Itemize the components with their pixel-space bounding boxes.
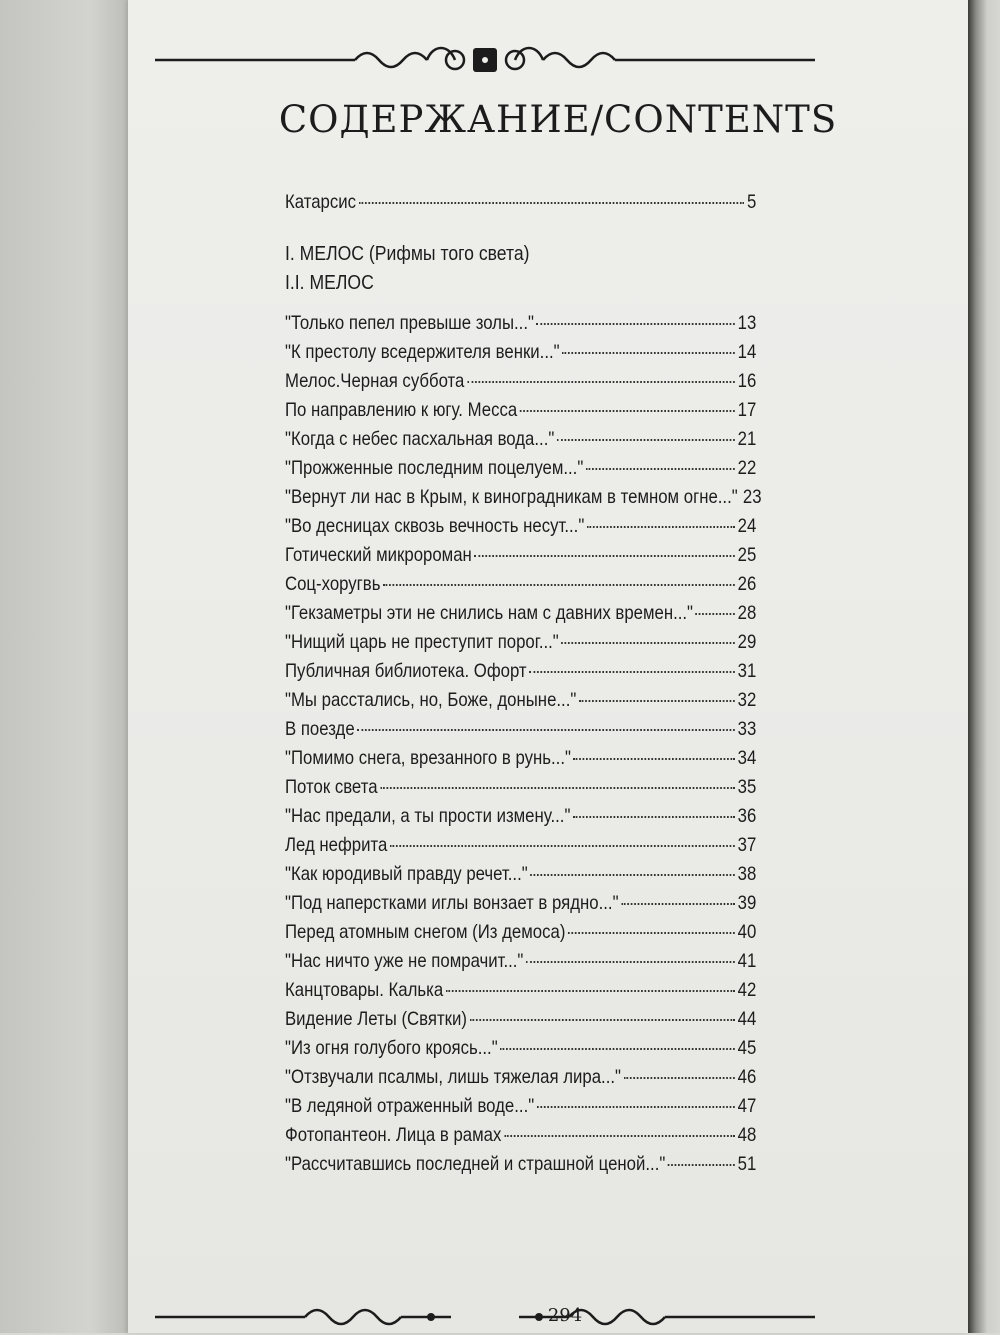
toc-entry-page: 17	[737, 399, 757, 421]
toc-entry	[285, 516, 756, 537]
toc-entry-page: 39	[737, 892, 757, 914]
toc-entry-page: 28	[737, 602, 757, 624]
toc-entry	[285, 835, 756, 856]
toc-entry-title: Видение Леты (Святки)	[285, 1008, 467, 1030]
book-spine	[968, 0, 1000, 1333]
page-title: СОДЕРЖАНИЕ/CONTENTS	[278, 98, 838, 141]
leader-dots	[537, 323, 735, 325]
toc-entry	[285, 661, 756, 682]
toc-entry-page: 51	[737, 1153, 757, 1175]
bottom-ornament	[155, 1295, 815, 1335]
toc-entry	[285, 458, 756, 479]
toc-entry-page: 5	[746, 191, 757, 213]
toc-entry	[285, 1154, 756, 1175]
toc-entry	[285, 864, 756, 885]
toc-entry-page: 34	[737, 747, 757, 769]
toc-entry-title: "Когда с небес пасхальная вода..."	[285, 428, 555, 450]
toc-entry-title: Соц-хоругвь	[285, 573, 381, 595]
leader-dots	[696, 613, 735, 615]
toc-entry-page: 13	[737, 312, 757, 334]
page-number: 294	[547, 1305, 583, 1326]
toc-entry-title: "Только пепел превыше золы..."	[285, 312, 534, 334]
leader-dots	[474, 555, 735, 557]
leader-dots	[573, 816, 735, 818]
leader-dots	[586, 468, 735, 470]
toc-entry-title: "Вернут ли нас в Крым, к виноградникам в темном огне..."	[285, 486, 738, 508]
toc-entry-title: "Из огня голубого кроясь..."	[285, 1037, 498, 1059]
toc-entry-page: 32	[737, 689, 757, 711]
toc-entry	[285, 1096, 756, 1117]
leader-dots	[537, 1106, 735, 1108]
toc-entry-title: Перед атомным снегом (Из демоса)	[285, 921, 566, 943]
toc-entry-page: 33	[737, 718, 757, 740]
toc-entry-title: "Помимо снега, врезанного в рунь..."	[285, 747, 571, 769]
leader-dots	[357, 729, 735, 731]
toc-entry	[285, 893, 756, 914]
toc-entry-page: 46	[737, 1066, 757, 1088]
toc-entry-title: "Как юродивый правду речет..."	[285, 863, 528, 885]
toc-entry-page: 41	[737, 950, 757, 972]
toc-entry	[285, 603, 756, 624]
leader-dots	[562, 352, 735, 354]
toc-entry-page: 37	[737, 834, 757, 856]
toc-entry-title: "Рассчитавшись последней и страшной ценой..."	[285, 1153, 666, 1175]
leader-dots	[561, 642, 735, 644]
toc-entry-title: Поток света	[285, 776, 378, 798]
toc-entry-page: 16	[737, 370, 757, 392]
toc-entry-title: В поезде	[285, 718, 355, 740]
toc-entry-title: Канцтовары. Калька	[285, 979, 444, 1001]
leader-dots	[579, 700, 735, 702]
toc-entry-page: 48	[737, 1124, 757, 1146]
leader-dots	[390, 845, 735, 847]
toc-entry-title: "В ледяной отраженный воде..."	[285, 1095, 535, 1117]
leader-dots	[529, 671, 735, 673]
toc-entry-title: "Нас предали, а ты прости измену..."	[285, 805, 571, 827]
toc-entry-page: 25	[737, 544, 757, 566]
toc-entry	[285, 371, 756, 392]
toc-entry-page: 40	[737, 921, 757, 943]
toc-entry-title: Фотопантеон. Лица в рамах	[285, 1124, 502, 1146]
toc-entry	[285, 632, 756, 653]
leader-dots	[446, 990, 735, 992]
toc-entry	[285, 690, 756, 711]
leader-dots	[621, 903, 735, 905]
leader-dots	[383, 584, 735, 586]
toc-entry-page: 14	[737, 341, 757, 363]
toc-entry	[285, 922, 756, 943]
leader-dots	[359, 202, 745, 204]
leader-dots	[574, 758, 736, 760]
toc-entry	[285, 545, 756, 566]
toc-entry	[285, 1038, 756, 1059]
toc-entry	[285, 429, 756, 450]
toc-entry-title: "Прожженные последним поцелуем..."	[285, 457, 584, 479]
toc-entry-page: 29	[737, 631, 757, 653]
toc-entry	[285, 1009, 756, 1030]
leader-dots	[568, 932, 735, 934]
toc-entry-page: 21	[737, 428, 757, 450]
leader-dots	[530, 874, 735, 876]
toc-entry	[285, 342, 756, 363]
toc-entry-page: 47	[737, 1095, 757, 1117]
toc-entry-title: Катарсис	[285, 191, 357, 213]
toc-entry	[285, 574, 756, 595]
toc-entry	[285, 777, 756, 798]
toc-entry-page: 31	[737, 660, 757, 682]
toc-entry-page: 36	[737, 805, 757, 827]
leader-dots	[668, 1164, 735, 1166]
toc-entry-title: "Нищий царь не преступит порог..."	[285, 631, 559, 653]
leader-dots	[624, 1077, 735, 1079]
toc-entry	[285, 748, 756, 769]
toc-entry-title: Мелос.Черная суббота	[285, 370, 465, 392]
toc-entry-page: 22	[737, 457, 757, 479]
leader-dots	[504, 1135, 735, 1137]
leader-dots	[467, 381, 735, 383]
section-heading: I. МЕЛОС (Рифмы того света)	[285, 243, 530, 265]
toc-entry	[285, 486, 762, 508]
leader-dots	[526, 961, 735, 963]
toc-entry-title: "К престолу вседержителя венки..."	[285, 341, 560, 363]
toc-entry-title: "Отзвучали псалмы, лишь тяжелая лира..."	[285, 1066, 621, 1088]
toc-entry	[285, 1067, 756, 1088]
toc-entry-title: "Нас ничто уже не помрачит..."	[285, 950, 524, 972]
toc-entry-page: 24	[737, 515, 757, 537]
toc-entry-page: 42	[737, 979, 757, 1001]
toc-entry	[285, 806, 756, 827]
toc-entry-page: 23	[742, 486, 762, 508]
toc-entry-title: "Гекзаметры эти не снились нам с давних времен..."	[285, 602, 694, 624]
leader-dots	[469, 1019, 735, 1021]
toc-entry-intro	[285, 192, 756, 213]
toc-entry-page: 38	[737, 863, 757, 885]
toc-entry-title: "Во десницах сквозь вечность несут..."	[285, 515, 585, 537]
leader-dots	[587, 526, 735, 528]
toc-entry	[285, 719, 756, 740]
toc-entry	[285, 400, 756, 421]
toc-entry-page: 45	[737, 1037, 757, 1059]
subsection-heading: I.I. МЕЛОС	[285, 272, 374, 294]
toc-entry-title: По направлению к югу. Месса	[285, 399, 518, 421]
toc-entry-page: 26	[737, 573, 757, 595]
toc-entry-page: 35	[737, 776, 757, 798]
leader-dots	[520, 410, 735, 412]
toc-entry-title: Лед нефрита	[285, 834, 388, 856]
toc-entry	[285, 951, 756, 972]
top-ornament	[155, 40, 815, 80]
toc-entry	[285, 980, 756, 1001]
toc-entry-title: Готический микророман	[285, 544, 472, 566]
leader-dots	[380, 787, 735, 789]
toc-entry-title: "Под наперстками иглы вонзает в рядно..."	[285, 892, 619, 914]
leader-dots	[557, 439, 735, 441]
toc-entry-title: Публичная библиотека. Офорт	[285, 660, 527, 682]
toc-entry	[285, 313, 756, 334]
adjacent-page-edge	[0, 0, 128, 1333]
toc-entry-page: 44	[737, 1008, 757, 1030]
toc-entry-title: "Мы расстались, но, Боже, доныне..."	[285, 689, 577, 711]
leader-dots	[500, 1048, 735, 1050]
toc-entry	[285, 1125, 756, 1146]
